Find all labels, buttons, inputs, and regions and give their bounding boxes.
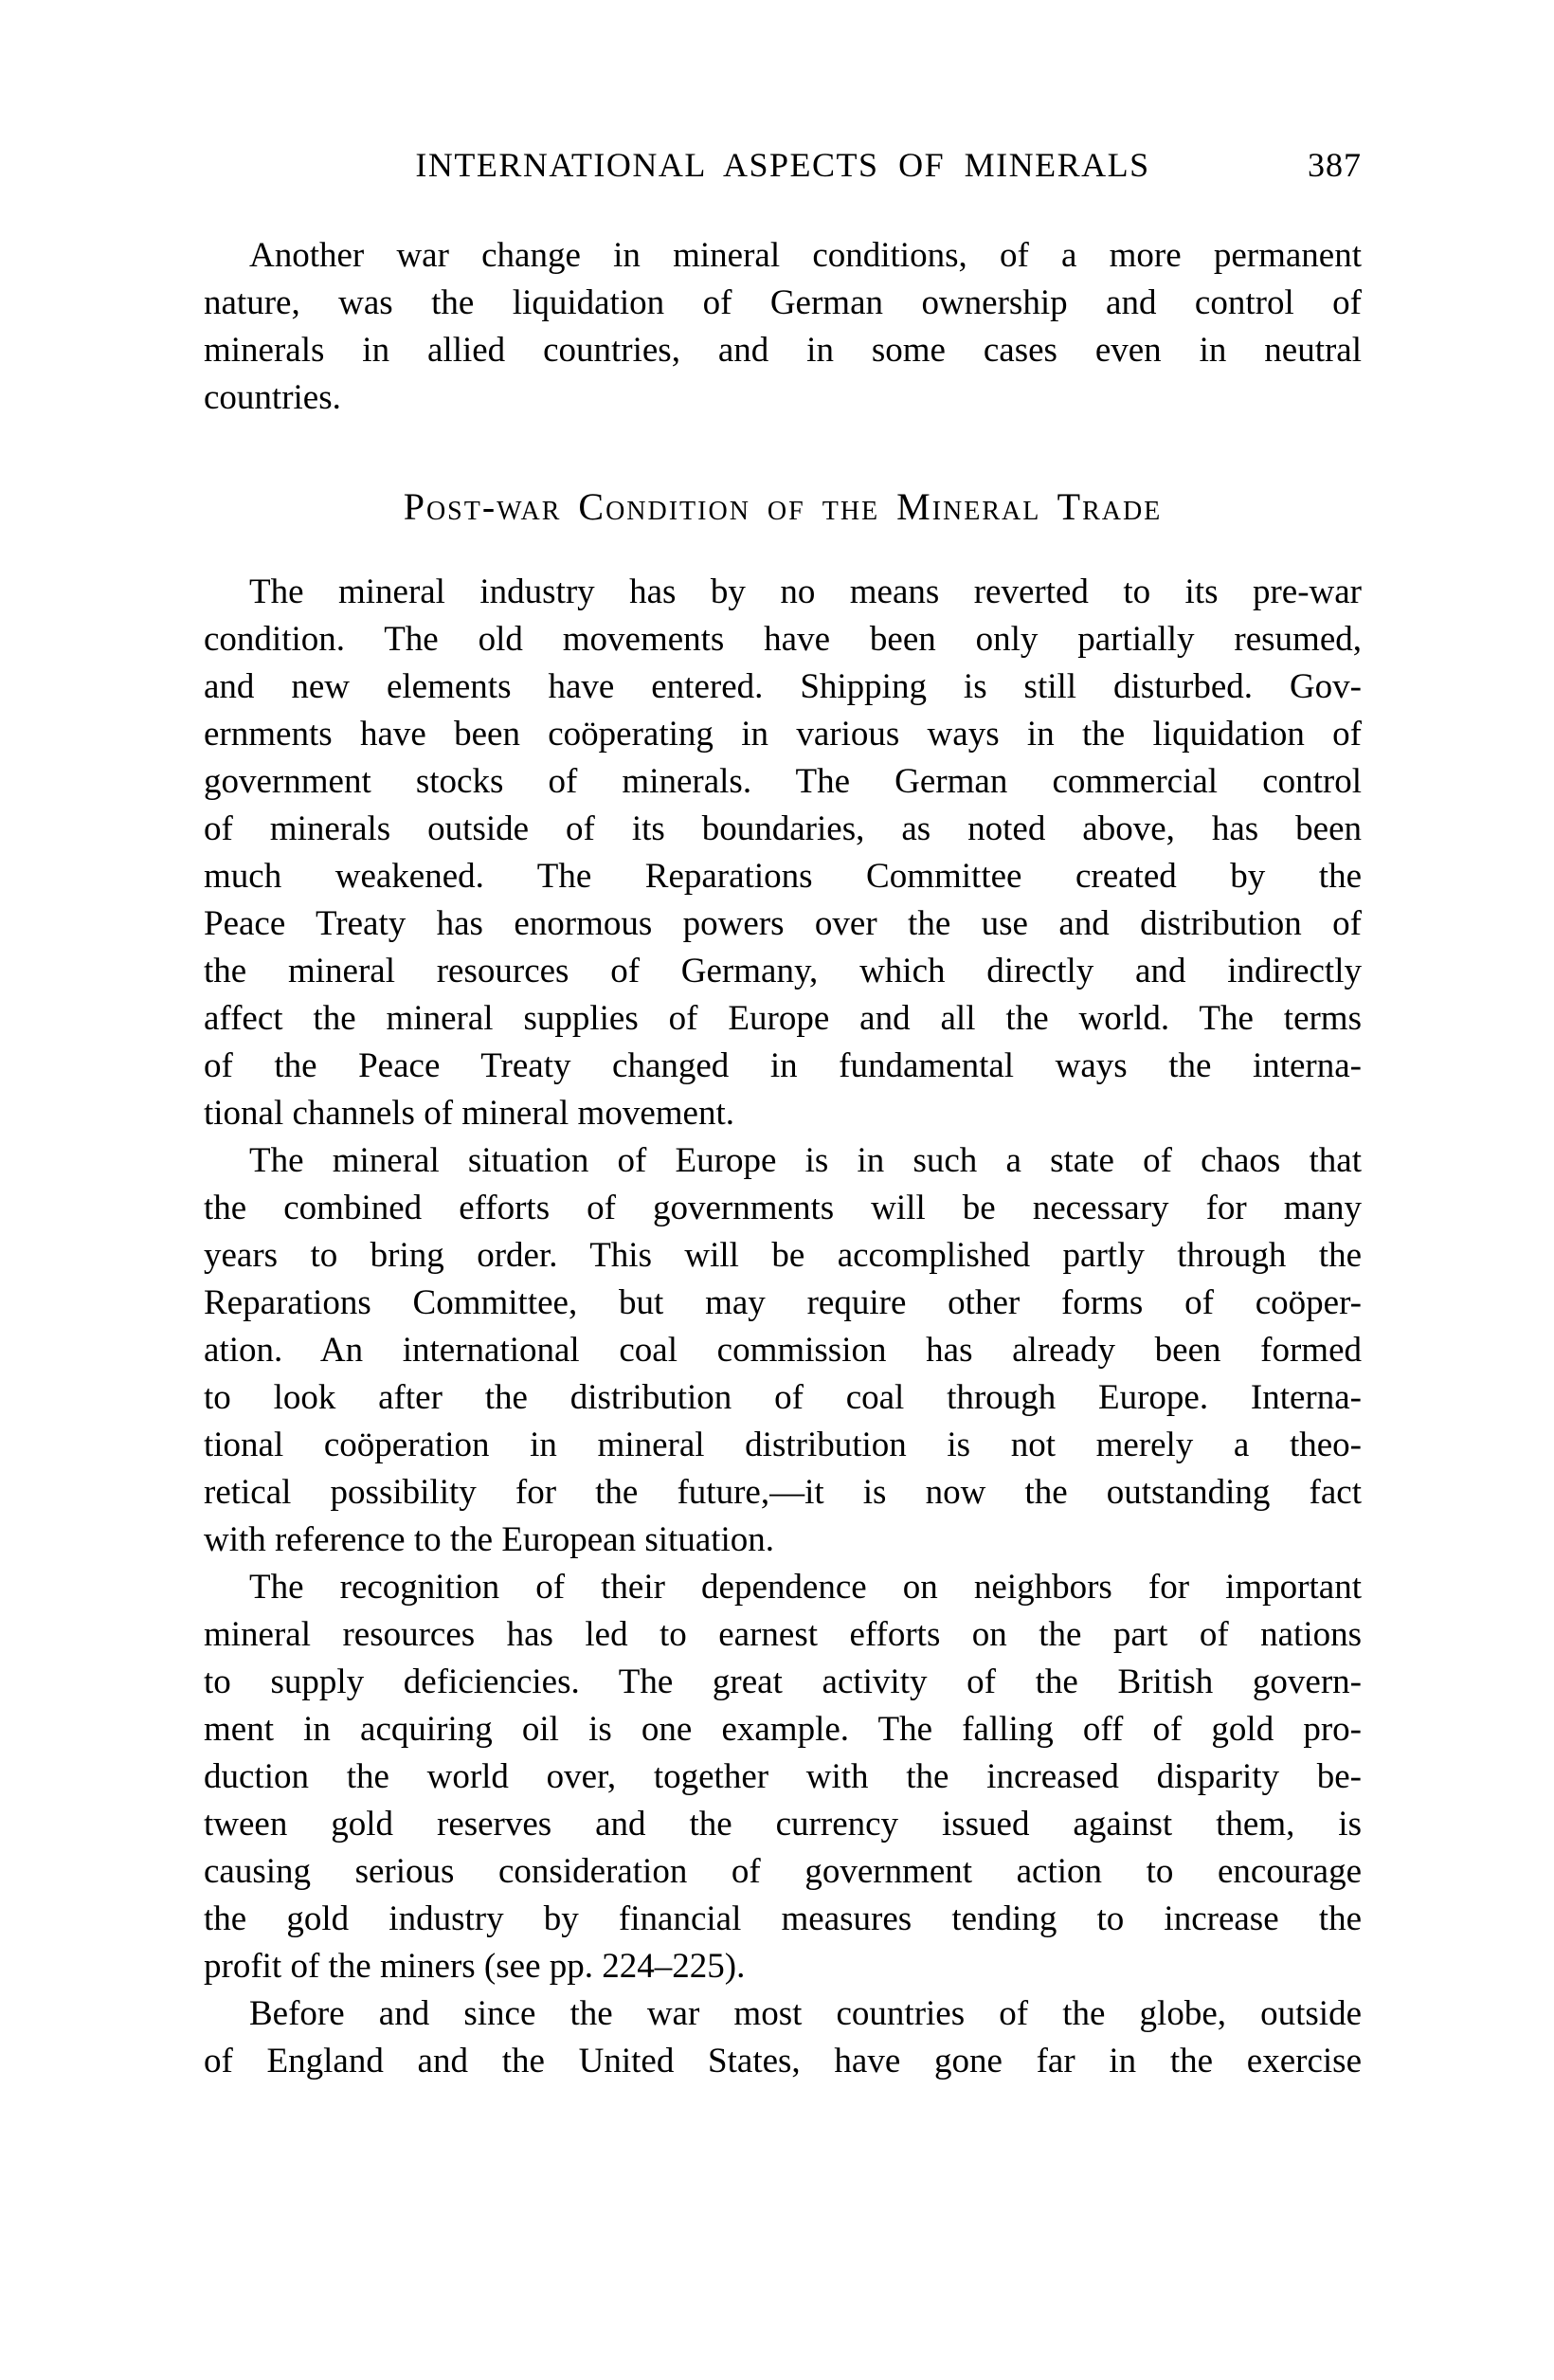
paragraph (204, 1564, 1362, 1990)
text-line: much weakened. The Reparations Committee created by the (204, 857, 1362, 896)
text-line: years to bring order. This will be accomplished partly through the (204, 1236, 1362, 1275)
text-line: government stocks of minerals. The German commercial control (204, 762, 1362, 801)
text-line: The recognition of their dependence on neighbors for important (249, 1568, 1362, 1607)
text-line: tional channels of mineral movement. (204, 1094, 734, 1133)
text-block (204, 142, 1362, 2085)
section-heading: Post-war Condition of the Mineral Trade (403, 485, 1163, 528)
text-line: ment in acquiring oil is one example. The falling off of gold pro- (204, 1710, 1362, 1749)
text-line: tween gold reserves and the currency issued against them, is (204, 1805, 1362, 1844)
page-number: 387 (1308, 146, 1362, 184)
text-line: causing serious consideration of government action to encourage (204, 1852, 1362, 1891)
text-line: duction the world over, together with the increased disparity be- (204, 1757, 1362, 1796)
text-line: of minerals outside of its boundaries, as noted above, has been (204, 809, 1362, 848)
paragraph (204, 569, 1362, 1137)
text-line: with reference to the European situation. (204, 1520, 775, 1559)
text-line: the combined efforts of governments will be necessary for many (204, 1189, 1362, 1227)
text-line: retical possibility for the future,—it is now the outstanding fact (204, 1473, 1362, 1512)
text-line: The mineral situation of Europe is in such a state of chaos that (249, 1141, 1362, 1180)
text-line: Another war change in mineral conditions, of a more permanent (249, 236, 1362, 275)
text-line: The mineral industry has by no means reverted to its pre-war (249, 572, 1362, 611)
text-line: condition. The old movements have been only partially resumed, (204, 620, 1362, 659)
text-line: the mineral resources of Germany, which directly and indirectly (204, 952, 1362, 990)
text-line: of England and the United States, have gone far in the exercise (204, 2042, 1362, 2080)
running-head (204, 142, 1362, 188)
text-line: countries. (204, 378, 341, 417)
text-line: to look after the distribution of coal through Europe. Interna- (204, 1378, 1362, 1417)
text-line: nature, was the liquidation of German ownership and control of (204, 283, 1362, 322)
text-line: minerals in allied countries, and in some cases even in neutral (204, 331, 1362, 370)
text-line: to supply deficiencies. The great activity of the British govern- (204, 1662, 1362, 1701)
running-head-title: INTERNATIONAL ASPECTS OF MINERALS (415, 146, 1150, 184)
text-line: and new elements have entered. Shipping is still disturbed. Gov- (204, 667, 1362, 706)
text-line: tional coöperation in mineral distribution is not merely a theo- (204, 1426, 1362, 1464)
paragraph (204, 232, 1362, 422)
text-line: mineral resources has led to earnest efforts on the part of nations (204, 1615, 1362, 1654)
text-line: the gold industry by financial measures tending to increase the (204, 1899, 1362, 1938)
text-line: profit of the miners (see pp. 224–225). (204, 1947, 746, 1986)
paragraph (204, 1990, 1362, 2085)
text-line: ernments have been coöperating in various ways in the liquidation of (204, 715, 1362, 754)
text-line: of the Peace Treaty changed in fundamental ways the interna- (204, 1046, 1362, 1085)
text-line: Peace Treaty has enormous powers over the use and distribution of (204, 904, 1362, 943)
page-content (204, 232, 1362, 2085)
text-line: ation. An international coal commission has already been formed (204, 1331, 1362, 1370)
text-line: Before and since the war most countries of the globe, outside (249, 1994, 1362, 2033)
paragraph (204, 1137, 1362, 1564)
text-line: affect the mineral supplies of Europe and all the world. The terms (204, 999, 1362, 1038)
text-line: Reparations Committee, but may require other forms of coöper- (204, 1283, 1362, 1322)
